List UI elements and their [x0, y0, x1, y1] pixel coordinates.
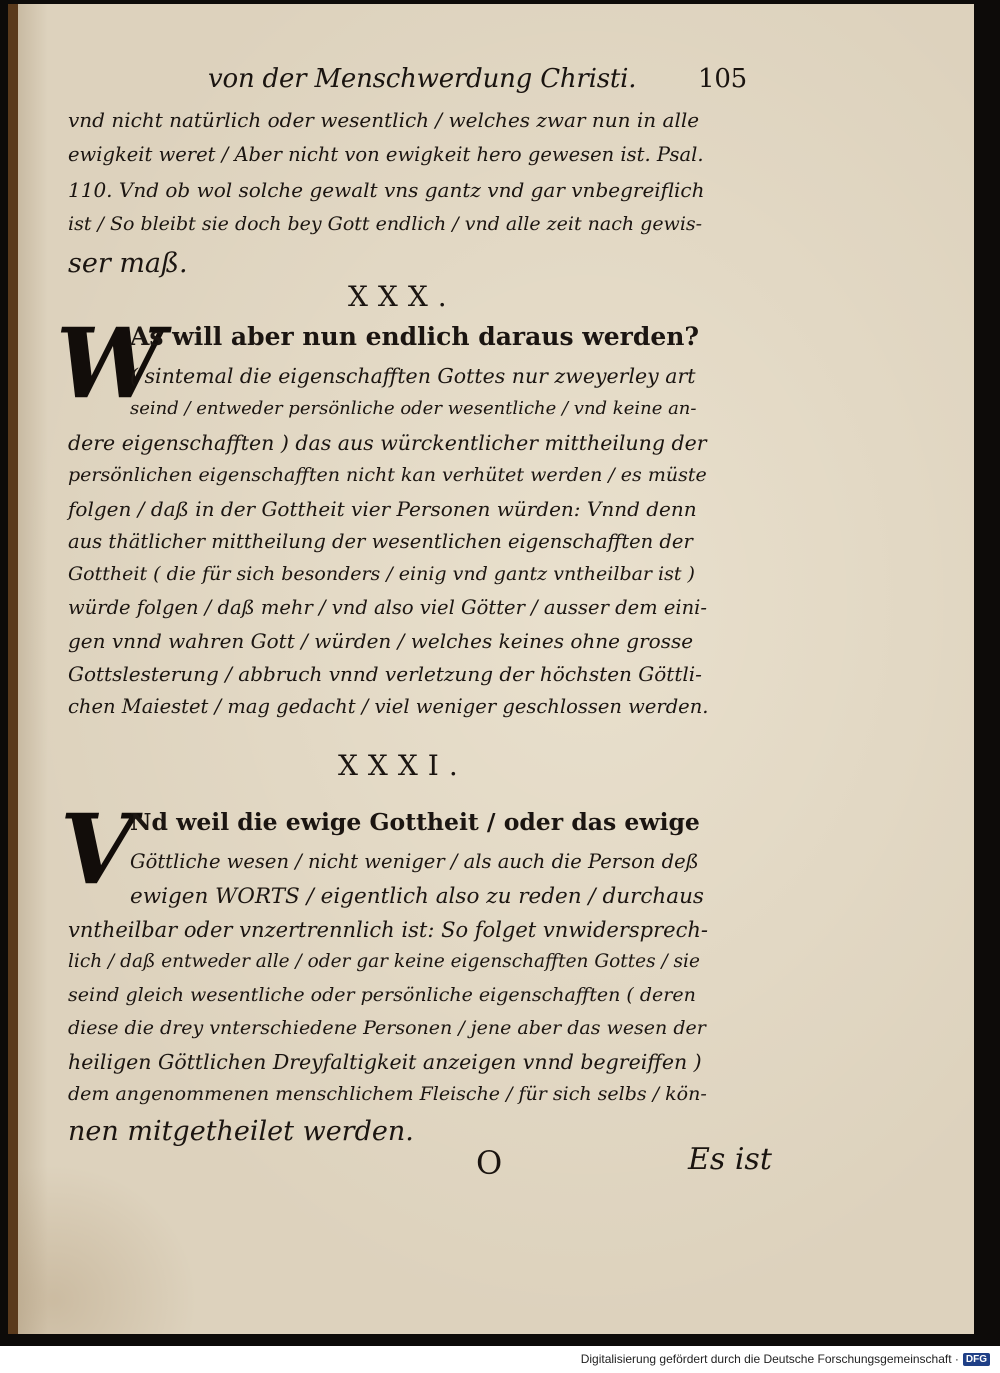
text-line: Nd weil die ewige Gottheit / oder das ewige — [130, 808, 700, 836]
text-line: vnd nicht natürlich oder wesentlich / welches zwar nun in alle — [68, 108, 700, 132]
drop-cap-initial: V — [60, 793, 135, 906]
page-gutter — [8, 4, 18, 1334]
text-line: gen vnnd wahren Gott / würden / welches keines ohne grosse — [68, 629, 694, 653]
dfg-logo: DFG — [963, 1353, 990, 1366]
text-line: seind / entweder persönliche oder wesentliche / vnd keine an- — [130, 398, 697, 419]
text-line: ser maß. — [68, 248, 188, 279]
text-line: 110. Vnd ob wol solche gewalt vns gantz vnd gar vnbegreiflich — [68, 178, 705, 202]
page-stain — [18, 1164, 198, 1334]
page-number: 105 — [698, 64, 748, 94]
text-line: Gottheit ( die für sich besonders / einig vnd gantz vntheilbar ist ) — [68, 563, 695, 585]
text-line: ( sintemal die eigenschafften Gottes nur zweyerley art — [130, 364, 696, 388]
signature-mark: O — [476, 1144, 503, 1182]
text-line: vntheilbar oder vnzertrennlich ist: So folget vnwidersprech- — [68, 918, 708, 942]
text-line: dem angenommenen menschlichem Fleische / für sich selbs / kön- — [68, 1083, 707, 1105]
text-line: dere eigenschafften ) das aus würckentlicher mittheilung der — [68, 431, 707, 455]
text-line: diese die drey vnterschiedene Personen / jene aber das wesen der — [68, 1017, 706, 1039]
text-line: chen Maiestet / mag gedacht / viel weniger geschlossen werden. — [68, 695, 709, 718]
digitization-credit — [581, 1352, 990, 1366]
text-line: As will aber nun endlich daraus werden? — [130, 322, 700, 351]
catchword: Es ist — [688, 1142, 772, 1177]
section-number-xxxi: XXXI. — [338, 749, 468, 782]
running-head: von der Menschwerdung Christi. — [208, 64, 637, 94]
text-line: heiligen Göttlichen Dreyfaltigkeit anzeigen vnnd begreiffen ) — [68, 1050, 702, 1074]
text-line: ewigkeit weret / Aber nicht von ewigkeit hero gewesen ist. Psal. — [68, 143, 704, 166]
text-line: ist / So bleibt sie doch bey Gott endlich / vnd alle zeit nach gewis- — [68, 213, 703, 235]
book-page — [8, 4, 974, 1334]
text-line: Göttliche wesen / nicht weniger / als auch die Person deß — [130, 850, 699, 873]
section-number-xxx: XXX. — [348, 280, 457, 313]
text-line: persönlichen eigenschafften nicht kan verhütet werden / es müste — [68, 464, 707, 486]
text-line: ewigen WORTS / eigentlich also zu reden / durchaus — [130, 884, 704, 909]
text-line: folgen / daß in der Gottheit vier Personen würden: Vnnd denn — [68, 497, 697, 521]
text-line: aus thätlicher mittheilung der wesentlichen eigenschafften der — [68, 530, 693, 553]
text-line: seind gleich wesentliche oder persönliche eigenschafften ( deren — [68, 984, 696, 1006]
text-line: würde folgen / daß mehr / vnd also viel Götter / ausser dem eini- — [68, 596, 707, 619]
text-line: nen mitgetheilet werden. — [68, 1116, 414, 1147]
credit-text: Digitalisierung gefördert durch die Deutsche Forschungsgemeinschaft · — [580, 1352, 959, 1366]
text-line: lich / daß entweder alle / oder gar keine eigenschafften Gottes / sie — [68, 951, 700, 972]
drop-cap-initial: W — [56, 307, 164, 420]
text-line: Gottslesterung / abbruch vnnd verletzung der höchsten Göttli- — [68, 662, 702, 686]
